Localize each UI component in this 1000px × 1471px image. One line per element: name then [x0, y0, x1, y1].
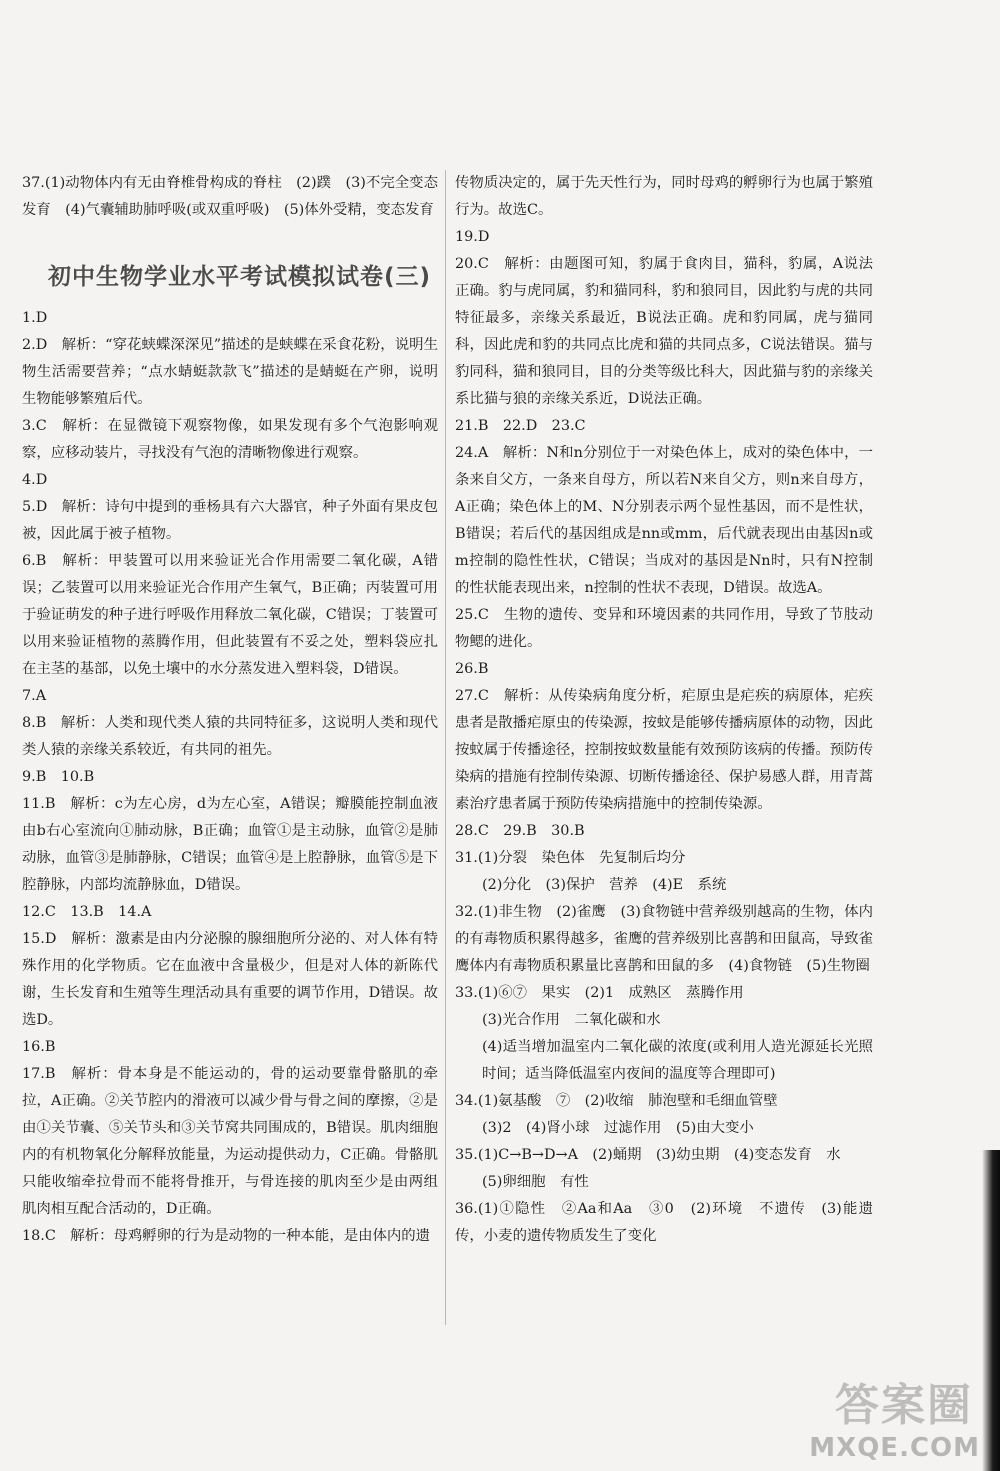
answer-subitem: (4)适当增加温室内二氧化碳的浓度(或利用人造光源延长光照时间；适当降低温室内夜间的温度等合理即可) [482, 1039, 873, 1082]
answer-item: 18.C 解析：母鸡孵卵的行为是动物的一种本能，是由体内的遗 [22, 1228, 431, 1244]
answer-item: 2.D 解析：“穿花蛱蝶深深见”描述的是蛱蝶在采食花粉，说明生物生活需要营养；“点水蜻蜓款款飞”描述的是蜻蜓在产卵，说明生物能够繁殖后代。 [22, 337, 438, 407]
answer-item: 8.B 解析：人类和现代类人猿的共同特征多，这说明人类和现代类人猿的亲缘关系较近，有共同的祖先。 [22, 715, 438, 758]
left-answer-list [22, 305, 438, 1250]
answer-item: 5.D 解析：诗句中提到的垂杨具有六大器官，种子外面有果皮包被，因此属于被子植物。 [22, 499, 438, 542]
answer-item: 传物质决定的，属于先天性行为，同时母鸡的孵卵行为也属于繁殖行为。故选C。 [455, 175, 873, 218]
answer-item: 31.(1)分裂 染色体 先复制后均分 [455, 850, 686, 866]
answer-item: 20.C 解析：由题图可知，豹属于食肉目，猫科，豹属，A说法正确。豹与虎同属，豹和猫同科，豹和狼同目，因此豹与虎的共同特征最多，亲缘关系最近，B说法正确。虎和豹同属，虎与猫同科，因此虎和豹的共同点比虎和猫的共同点多，C说法错误。猫与豹同科，猫和狼同目，目的分类等级比科大，因此猫与豹的亲缘关系比猫与狼的亲缘关系近，D说法正确。 [455, 256, 873, 407]
answer-item: 28.C 29.B 30.B [455, 823, 585, 839]
answer-item: 4.D [22, 472, 48, 488]
answer-item: 35.(1)C→B→D→A (2)蛹期 (3)幼虫期 (4)变态发育 水 [455, 1147, 841, 1163]
answer-37: 37.(1)动物体内有无由脊椎骨构成的脊柱 (2)蹼 (3)不完全变态发育 (4)气囊辅助肺呼吸(或双重呼吸) (5)体外受精，变态发育 [22, 175, 438, 218]
watermark-url: MXQE.COM [809, 1433, 980, 1463]
answer-item: 12.C 13.B 14.A [22, 904, 152, 920]
answer-item: 27.C 解析：从传染病角度分析，疟原虫是疟疾的病原体，疟疾患者是散播疟原虫的传染源，按蚊是能够传播病原体的动物，因此按蚊属于传播途径，控制按蚊数量能有效预防该病的传播。预防传染病的措施有控制传染源、切断传播途径、保护易感人群，用青蒿素治疗患者属于预防传染病措施中的控制传染源。 [455, 688, 873, 812]
answer-item: 17.B 解析：骨本身是不能运动的，骨的运动要靠骨骼肌的牵拉，A正确。②关节腔内的滑液可以减少骨与骨之间的摩擦，②是由①关节囊、⑤关节头和③关节窝共同围成的，B错误。肌肉细胞内的有机物氧化分解释放能量，为运动提供动力，C正确。骨骼肌只能收缩牵拉骨而不能将骨推开，与骨连接的肌肉至少是由两组肌肉相互配合活动的，D正确。 [22, 1066, 438, 1217]
right-column [455, 170, 873, 1250]
left-column [22, 170, 438, 1250]
answer-item: 34.(1)氨基酸 ⑦ (2)收缩 肺泡壁和毛细血管壁 [455, 1093, 778, 1109]
answer-item: 16.B [22, 1039, 56, 1055]
answer-item: 1.D [22, 310, 48, 326]
answer-item: 24.A 解析：N和n分别位于一对染色体上，成对的染色体中，一条来自父方，一条来自母方，所以若N来自父方，则n来自母方，A正确；染色体上的M、N分别表示两个显性基因，而不是性状，B错误；若后代的基因组成是nn或mm，后代就表现出由基因n或m控制的隐性性状，C错误；当成对的基因是Nn时，只有N控制的性状能表现出来，n控制的性状不表现，D错误。故选A。 [455, 445, 873, 596]
answer-item: 3.C 解析：在显微镜下观察物像，如果发现有多个气泡影响观察，应移动装片，寻找没有气泡的清晰物像进行观察。 [22, 418, 438, 461]
answer-item: 32.(1)非生物 (2)雀鹰 (3)食物链中营养级别越高的生物，体内的有毒物质积累得越多，雀鹰的营养级别比喜鹊和田鼠高，导致雀鹰体内有毒物质积累量比喜鹊和田鼠的多 (4)食物链 (5)生物圈 [455, 904, 873, 974]
answer-item: 19.D [455, 229, 490, 245]
answer-subitem: (2)分化 (3)保护 营养 (4)E 系统 [482, 877, 727, 893]
answer-item: 11.B 解析：c为左心房，d为左心室，A错误；瓣膜能控制血液由b右心室流向①肺动脉，B正确；血管①是主动脉，血管②是肺动脉，血管③是肺静脉，C错误；血管④是上腔静脉，血管⑤是下腔静脉，内部均流静脉血，D错误。 [22, 796, 438, 893]
answer-item: 21.B 22.D 23.C [455, 418, 586, 434]
answer-item: 9.B 10.B [22, 769, 95, 785]
exam-title: 初中生物学业水平考试模拟试卷(三) [48, 264, 432, 290]
answer-item: 33.(1)⑥⑦ 果实 (2)1 成熟区 蒸腾作用 [455, 985, 744, 1001]
answer-item: 25.C 生物的遗传、变异和环境因素的共同作用，导致了节肢动物鳃的进化。 [455, 607, 873, 650]
column-divider [445, 170, 446, 1325]
answer-item: 6.B 解析：甲装置可以用来验证光合作用需要二氧化碳，A错误；乙装置可以用来验证光合作用产生氧气，B正确；丙装置可用于验证萌发的种子进行呼吸作用释放二氧化碳，C错误；丁装置可以用来验证植物的蒸腾作用，但此装置有不妥之处，塑料袋应扎在主茎的基部，以免土壤中的水分蒸发进入塑料袋，D错误。 [22, 553, 438, 677]
answer-subitem: (3)光合作用 二氧化碳和水 [482, 1012, 661, 1028]
watermark-logo: 答案圈 [835, 1380, 973, 1431]
answer-item: 7.A [22, 688, 47, 704]
answer-subitem: (5)卵细胞 有性 [482, 1174, 589, 1190]
answer-item: 36.(1)①隐性 ②Aa和Aa ③0 (2)环境 不遗传 (3)能遗传，小麦的遗传物质发生了变化 [455, 1201, 873, 1244]
answer-item: 15.D 解析：激素是由内分泌腺的腺细胞所分泌的、对人体有特殊作用的化学物质。它在血液中含量极少，但是对人体的新陈代谢，生长发育和生殖等生理活动具有重要的调节作用，D错误。故选D。 [22, 931, 438, 1028]
answer-subitem: (3)2 (4)肾小球 过滤作用 (5)由大变小 [482, 1120, 754, 1136]
answer-item: 26.B [455, 661, 489, 677]
